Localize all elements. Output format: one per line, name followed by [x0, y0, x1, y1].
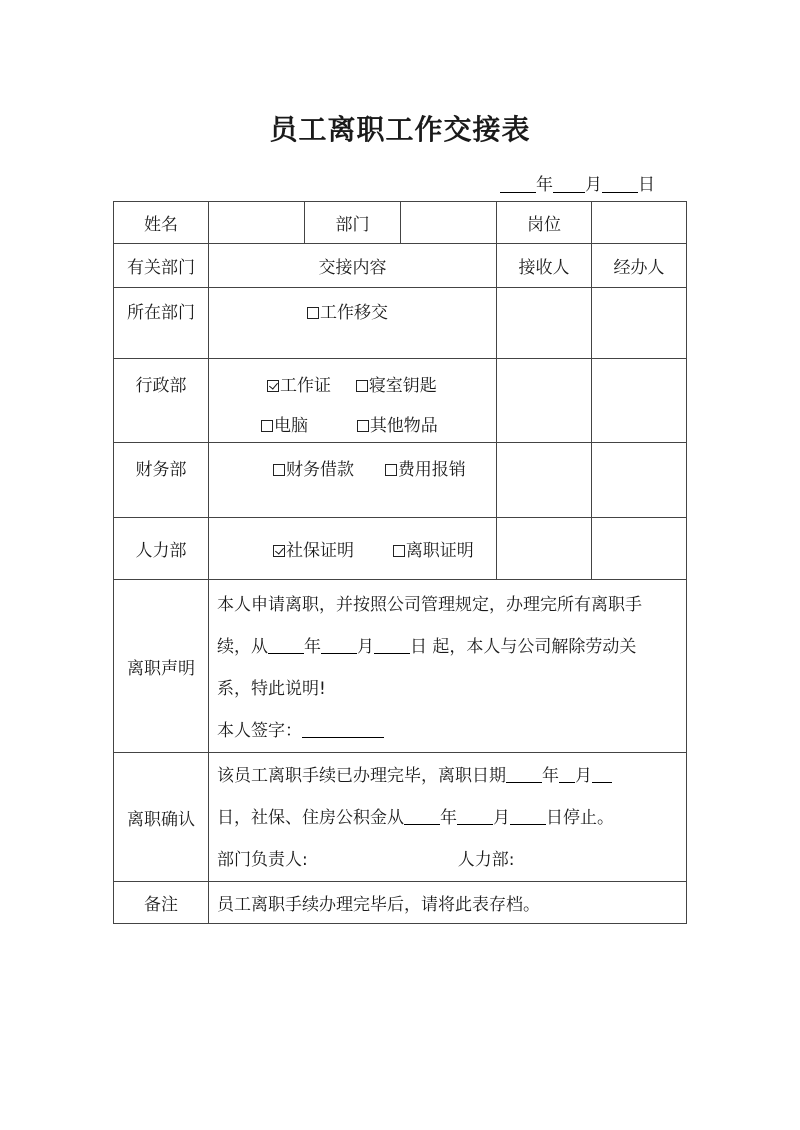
admin-item-3[interactable]: 其他物品 — [357, 416, 438, 436]
hr-label: 人力部 — [114, 518, 209, 580]
position-value[interactable] — [592, 202, 687, 244]
confirm-line-3 — [217, 839, 678, 881]
finance-content — [209, 443, 497, 518]
checkbox-checked-icon[interactable] — [267, 380, 279, 392]
stop-month-blank[interactable] — [457, 808, 493, 825]
statement-month-blank[interactable] — [321, 637, 357, 654]
admin-label: 行政部 — [114, 359, 209, 443]
position-label: 岗位 — [497, 202, 592, 244]
checkbox-icon[interactable] — [307, 307, 319, 319]
month-label: 月 — [585, 175, 602, 195]
day-blank[interactable] — [602, 174, 638, 193]
name-label: 姓名 — [114, 202, 209, 244]
own-dept-handler[interactable] — [592, 288, 687, 359]
checkbox-icon[interactable] — [273, 464, 285, 476]
confirm-year-blank[interactable] — [506, 766, 542, 783]
remark-label: 备注 — [114, 882, 209, 924]
row-confirm — [114, 753, 687, 882]
signature-line — [217, 710, 678, 752]
statement-label: 离职声明 — [114, 580, 209, 753]
header-row — [114, 202, 687, 244]
col-handler: 经办人 — [592, 244, 687, 288]
month-blank[interactable] — [553, 174, 585, 193]
confirm-month-blank[interactable] — [559, 766, 575, 783]
confirm-day-blank[interactable] — [592, 766, 612, 783]
statement-line-2: 续，从 年 月 日 起，本人与公司解除劳动关 — [217, 637, 637, 657]
row-remark — [114, 882, 687, 924]
remark-text: 员工离职手续办理完毕后，请将此表存档。 — [209, 882, 687, 924]
col-content: 交接内容 — [209, 244, 497, 288]
admin-item-2[interactable]: 电脑 — [261, 416, 308, 436]
own-dept-item-0[interactable]: 工作移交 — [307, 303, 388, 323]
hr-receiver[interactable] — [497, 518, 592, 580]
statement-content — [209, 580, 687, 753]
row-own-dept — [114, 288, 687, 359]
hr-item-0[interactable]: 社保证明 — [273, 541, 354, 561]
row-admin — [114, 359, 687, 443]
admin-handler[interactable] — [592, 359, 687, 443]
finance-item-0[interactable]: 财务借款 — [273, 460, 354, 480]
confirm-label: 离职确认 — [114, 753, 209, 882]
name-value[interactable] — [209, 202, 305, 244]
column-header-row — [114, 244, 687, 288]
col-receiver: 接收人 — [497, 244, 592, 288]
year-blank[interactable] — [500, 174, 536, 193]
signature-blank[interactable] — [302, 721, 384, 738]
handover-form — [113, 201, 687, 924]
finance-item-1[interactable]: 费用报销 — [385, 460, 466, 480]
dept-label: 部门 — [305, 202, 401, 244]
confirm-content — [209, 753, 687, 882]
stop-day-blank[interactable] — [510, 808, 546, 825]
checkbox-icon[interactable] — [356, 380, 368, 392]
dept-head-label: 部门负责人: — [217, 850, 308, 870]
hr-handler[interactable] — [592, 518, 687, 580]
row-finance — [114, 443, 687, 518]
statement-day-blank[interactable] — [374, 637, 410, 654]
col-dept: 有关部门 — [114, 244, 209, 288]
stop-year-blank[interactable] — [404, 808, 440, 825]
year-label: 年 — [536, 175, 553, 195]
hr-sign-label: 人力部: — [457, 850, 515, 870]
checkbox-icon[interactable] — [357, 420, 369, 432]
confirm-line-2: 日，社保、住房公积金从 年 月 日停止。 — [217, 808, 614, 828]
checkbox-icon[interactable] — [393, 545, 405, 557]
checkbox-checked-icon[interactable] — [273, 545, 285, 557]
checkbox-icon[interactable] — [385, 464, 397, 476]
admin-item-1[interactable]: 寝室钥匙 — [356, 376, 437, 396]
confirm-line-1: 该员工离职手续已办理完毕，离职日期 年 月 — [217, 755, 678, 797]
admin-content — [209, 359, 497, 443]
statement-year-blank[interactable] — [268, 637, 304, 654]
dept-value[interactable] — [401, 202, 497, 244]
row-hr — [114, 518, 687, 580]
own-dept-label: 所在部门 — [114, 288, 209, 359]
statement-line-1: 本人申请离职，并按照公司管理规定，办理完所有离职手 — [217, 595, 642, 615]
signature-label: 本人签字： — [217, 721, 302, 741]
admin-item-0[interactable]: 工作证 — [267, 376, 331, 396]
admin-receiver[interactable] — [497, 359, 592, 443]
finance-label: 财务部 — [114, 443, 209, 518]
hr-content — [209, 518, 497, 580]
day-label: 日 — [638, 175, 655, 195]
own-dept-content — [209, 288, 497, 359]
document-title: 员工离职工作交接表 — [269, 113, 531, 146]
hr-item-1[interactable]: 离职证明 — [393, 541, 474, 561]
checkbox-icon[interactable] — [261, 420, 273, 432]
finance-handler[interactable] — [592, 443, 687, 518]
own-dept-receiver[interactable] — [497, 288, 592, 359]
row-statement — [114, 580, 687, 753]
statement-line-3: 系，特此说明! — [217, 679, 326, 699]
date-line — [500, 170, 655, 195]
finance-receiver[interactable] — [497, 443, 592, 518]
